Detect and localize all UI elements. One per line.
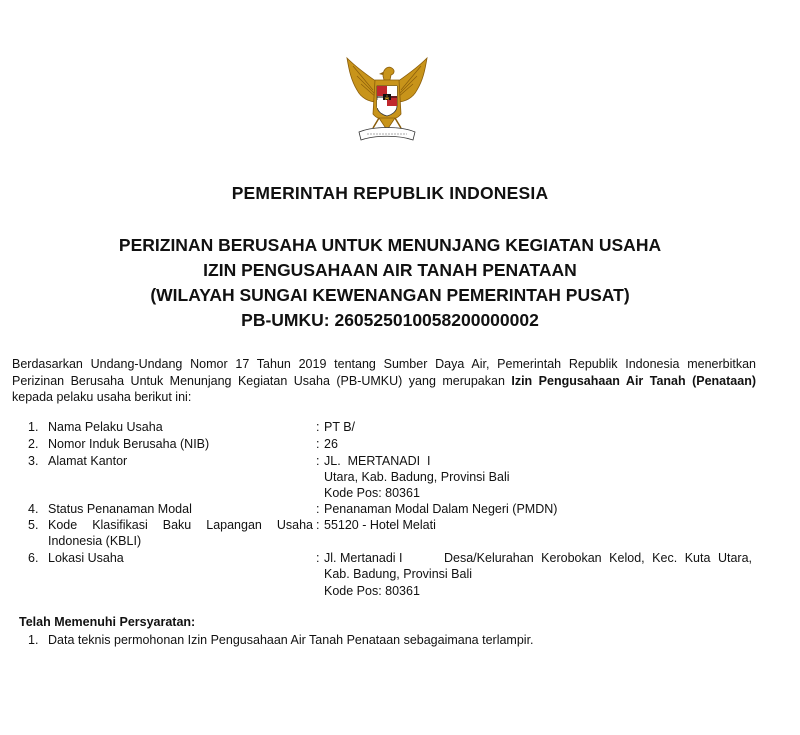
- item-colon: :: [316, 502, 320, 516]
- item-value: Kode Pos: 80361: [324, 486, 420, 500]
- item-value: 55120 - Hotel Melati: [324, 518, 436, 532]
- list-item: [0, 420, 800, 437]
- requirements-heading: Telah Memenuhi Persyaratan:: [19, 615, 196, 629]
- item-number: 2.: [28, 437, 39, 451]
- item-label: Kode Klasifikasi Baku Lapangan Usaha: [48, 518, 313, 532]
- requirement-text: Data teknis permohonan Izin Pengusahaan Air Tanah Penataan sebagaimana terlampir.: [48, 633, 534, 647]
- item-value: Penanaman Modal Dalam Negeri (PMDN): [324, 502, 558, 516]
- item-number: 4.: [28, 502, 39, 516]
- document-subtitle-line: IZIN PENGUSAHAAN AIR TANAH PENATAAN: [203, 260, 577, 280]
- list-item-continuation: [0, 567, 800, 584]
- document-title-line: PERIZINAN BERUSAHA UNTUK MENUNJANG KEGIATAN USAHA: [118, 235, 662, 255]
- intro-line: kepada pelaku usaha berikut ini:: [12, 390, 192, 404]
- item-value: Kab. Badung, Provinsi Bali: [324, 567, 473, 581]
- item-value: PT B/: [324, 420, 356, 434]
- item-number: 3.: [28, 454, 39, 468]
- list-item: [0, 633, 800, 650]
- document-authority-line: (WILAYAH SUNGAI KEWENANGAN PEMERINTAH PUSAT): [150, 285, 630, 305]
- item-label: Lokasi Usaha: [48, 551, 124, 565]
- item-value: 26: [324, 437, 338, 451]
- intro-line: Berdasarkan Undang-Undang Nomor 17 Tahun 2019 tentang Sumber Daya Air, Pemerintah Republik Indonesia menerbitkan: [12, 357, 756, 371]
- list-item-continuation: [0, 534, 800, 551]
- item-colon: :: [316, 551, 320, 565]
- item-value: Kode Pos: 80361: [324, 584, 420, 598]
- item-label: Indonesia (KBLI): [48, 534, 142, 548]
- intro-line: [12, 373, 756, 390]
- item-colon: :: [316, 437, 320, 451]
- list-item: [0, 437, 800, 454]
- list-item: [0, 454, 800, 471]
- intro-permit-type: Izin Pengusahaan Air Tanah (Penataan): [511, 373, 756, 388]
- government-title: PEMERINTAH REPUBLIK INDONESIA: [231, 183, 549, 203]
- item-label: Nomor Induk Berusaha (NIB): [48, 437, 210, 451]
- list-item: [0, 502, 800, 519]
- item-colon: :: [316, 454, 320, 468]
- intro-text: Perizinan Berusaha Untuk Menunjang Kegiatan Usaha (PB-UMKU) yang merupakan: [12, 373, 512, 388]
- permit-number: PB-UMKU: 260525010058200000002: [241, 310, 539, 330]
- item-label: Alamat Kantor: [48, 454, 128, 468]
- garuda-pancasila-emblem-icon: [343, 56, 431, 146]
- item-label: Status Penanaman Modal: [48, 502, 192, 516]
- list-item-continuation: [0, 486, 800, 503]
- list-item: [0, 518, 800, 535]
- item-value: [324, 551, 752, 565]
- item-colon: :: [316, 420, 320, 434]
- location-village: Desa/Kelurahan Kerobokan Kelod, Kec. Kuta Utara,: [444, 551, 752, 565]
- item-number: 5.: [28, 518, 39, 532]
- item-number: 1.: [28, 420, 39, 434]
- item-label: Nama Pelaku Usaha: [48, 420, 163, 434]
- location-street: Jl. Mertanadi I: [324, 551, 403, 565]
- item-number: 6.: [28, 551, 39, 565]
- list-item-continuation: [0, 584, 800, 601]
- list-item-continuation: [0, 470, 800, 487]
- list-item: [0, 551, 800, 568]
- item-value: JL. MERTANADI I: [324, 454, 431, 468]
- item-colon: :: [316, 518, 320, 532]
- document-title-block: [0, 233, 780, 333]
- item-value: Utara, Kab. Badung, Provinsi Bali: [324, 470, 510, 484]
- intro-paragraph: [12, 356, 756, 406]
- item-number: 1.: [28, 633, 39, 647]
